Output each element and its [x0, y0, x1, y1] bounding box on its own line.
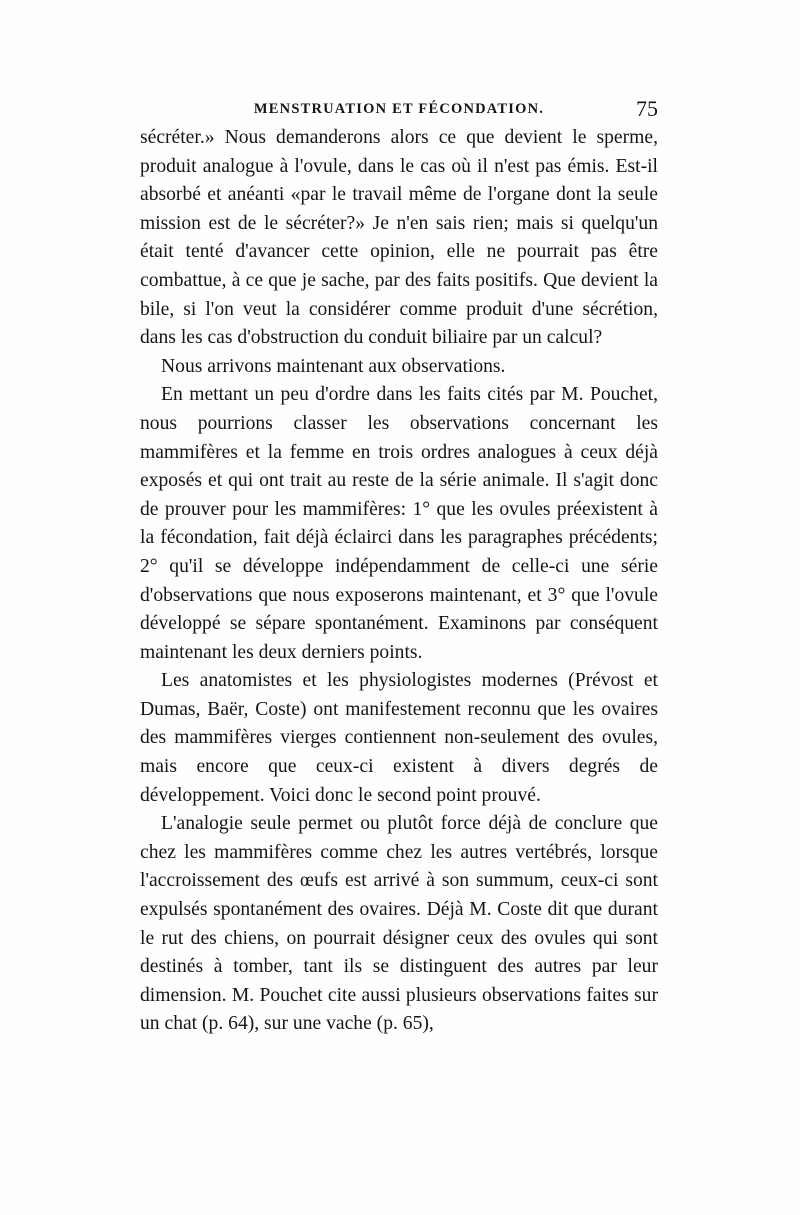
page-number: 75	[636, 96, 658, 121]
paragraph-1: sécréter.» Nous demanderons alors ce que devient le sperme, produit analogue à l'ovule, dans le cas où il n'est pas émis. Est-il absorbé et anéanti «par le travail même de l'organe dont la seule mission est de le sécréter?» Je n'en sais rien; mais si quelqu'un était tenté d'avancer cette opinion, elle ne pourrait pas être combattue, à ce que je sache, par des faits positifs. Que devient la bile, si l'on veut la considérer comme produit d'une sécrétion, dans les cas d'obstruction du conduit biliaire par un calcul?	[140, 127, 658, 349]
paragraph-4: Les anatomistes et les physiologistes modernes (Prévost et Dumas, Baër, Coste) ont manifestement reconnu que les ovaires des mammifères vierges contiennent non-seulement des ovules, mais encore que ceux-ci existent à divers degrés de développement. Voici donc le second point prouvé.	[140, 670, 658, 806]
running-head	[140, 98, 658, 122]
paragraph-5: L'analogie seule permet ou plutôt force déjà de conclure que chez les mammifères comme chez les autres vertébrés, lorsque l'accroissement des œufs est arrivé à son summum, ceux-ci sont expulsés spontanément des ovaires. Déjà M. Coste dit que durant le rut des chiens, on pourrait désigner ceux des ovules qui sont destinés à tomber, tant ils se distinguent des autres par leur dimension. M. Pouchet cite aussi plusieurs observations faites sur un chat (p. 64), sur une vache (p. 65),	[140, 813, 658, 1035]
body-text	[140, 124, 658, 1039]
paragraph-3: En mettant un peu d'ordre dans les faits cités par M. Pouchet, nous pourrions classer les observations concernant les mammifères et la femme en trois ordres analogues à ceux déjà exposés et qui ont trait au reste de la série animale. Il s'agit donc de prouver pour les mammifères: 1° que les ovules préexistent à la fécondation, fait déjà éclairci dans les paragraphes précédents; 2° qu'il se développe indépendamment de celle-ci une série d'observations que nous exposerons maintenant, et 3° que l'ovule développé se sépare spontanément. Examinons par conséquent maintenant les deux derniers points.	[140, 384, 658, 663]
paragraph-2: Nous arrivons maintenant aux observations.	[161, 355, 506, 377]
running-title: MENSTRUATION ET FÉCONDATION.	[253, 101, 545, 117]
